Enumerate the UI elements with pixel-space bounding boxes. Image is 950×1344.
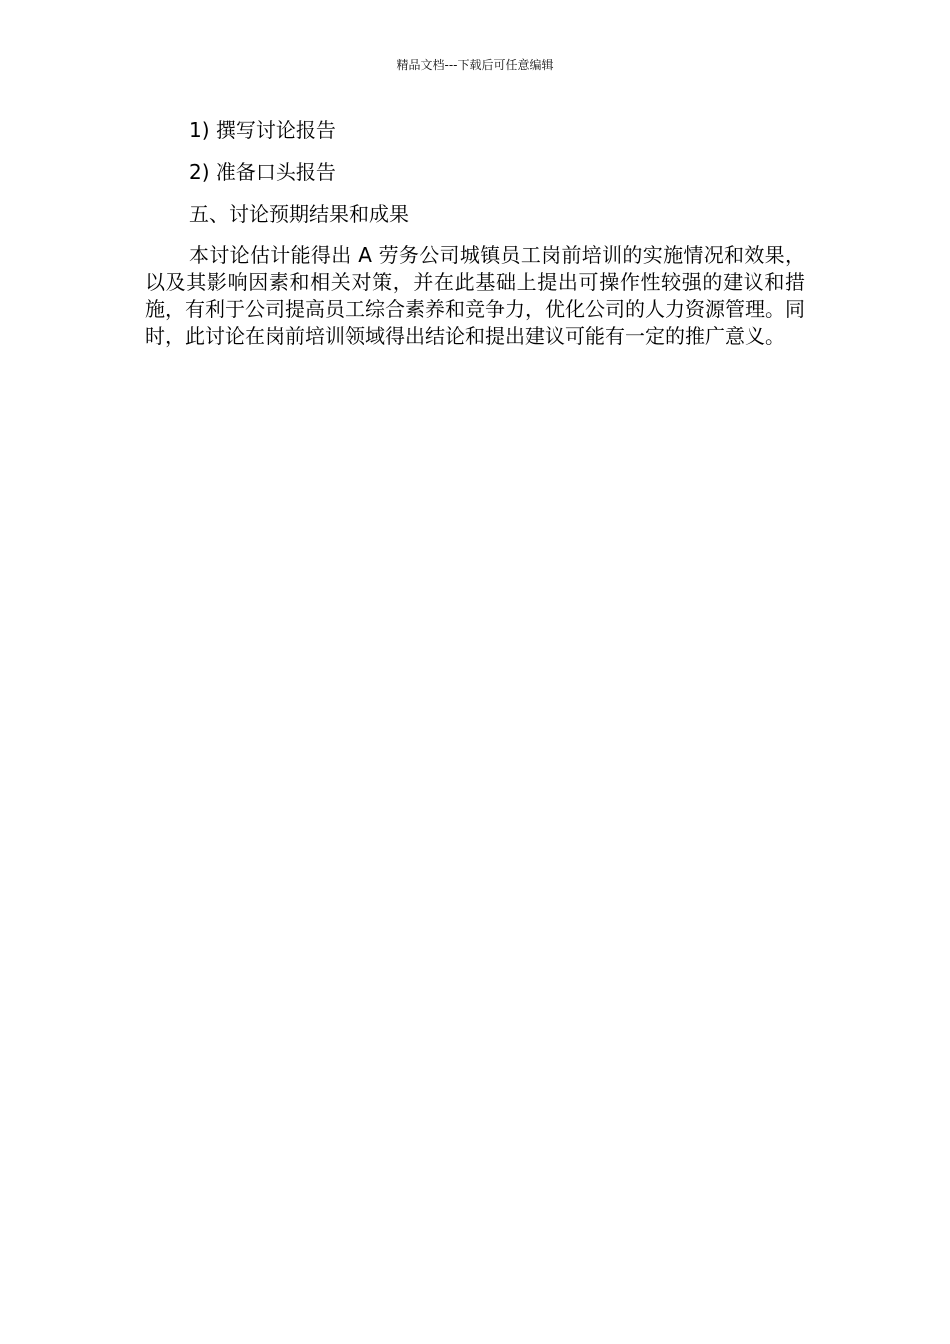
section-heading: 五、讨论预期结果和成果 (189, 202, 409, 226)
list-item-2: 2) 准备口头报告 (189, 160, 336, 184)
page-header: 精品文档---下载后可任意编辑 (396, 58, 554, 72)
document-body (145, 116, 805, 350)
body-paragraph: 本讨论估计能得出 A 劳务公司城镇员工岗前培训的实施情况和效果，以及其影响因素和相关对策，并在此基础上提出可操作性较强的建议和措施，有利于公司提高员工综合素养和竞争力，优化公司的人力资源管理。同时，此讨论在岗前培训领域得出结论和提出建议可能有一定的推广意义。 (145, 243, 805, 348)
list-item-1: 1) 撰写讨论报告 (189, 118, 336, 142)
